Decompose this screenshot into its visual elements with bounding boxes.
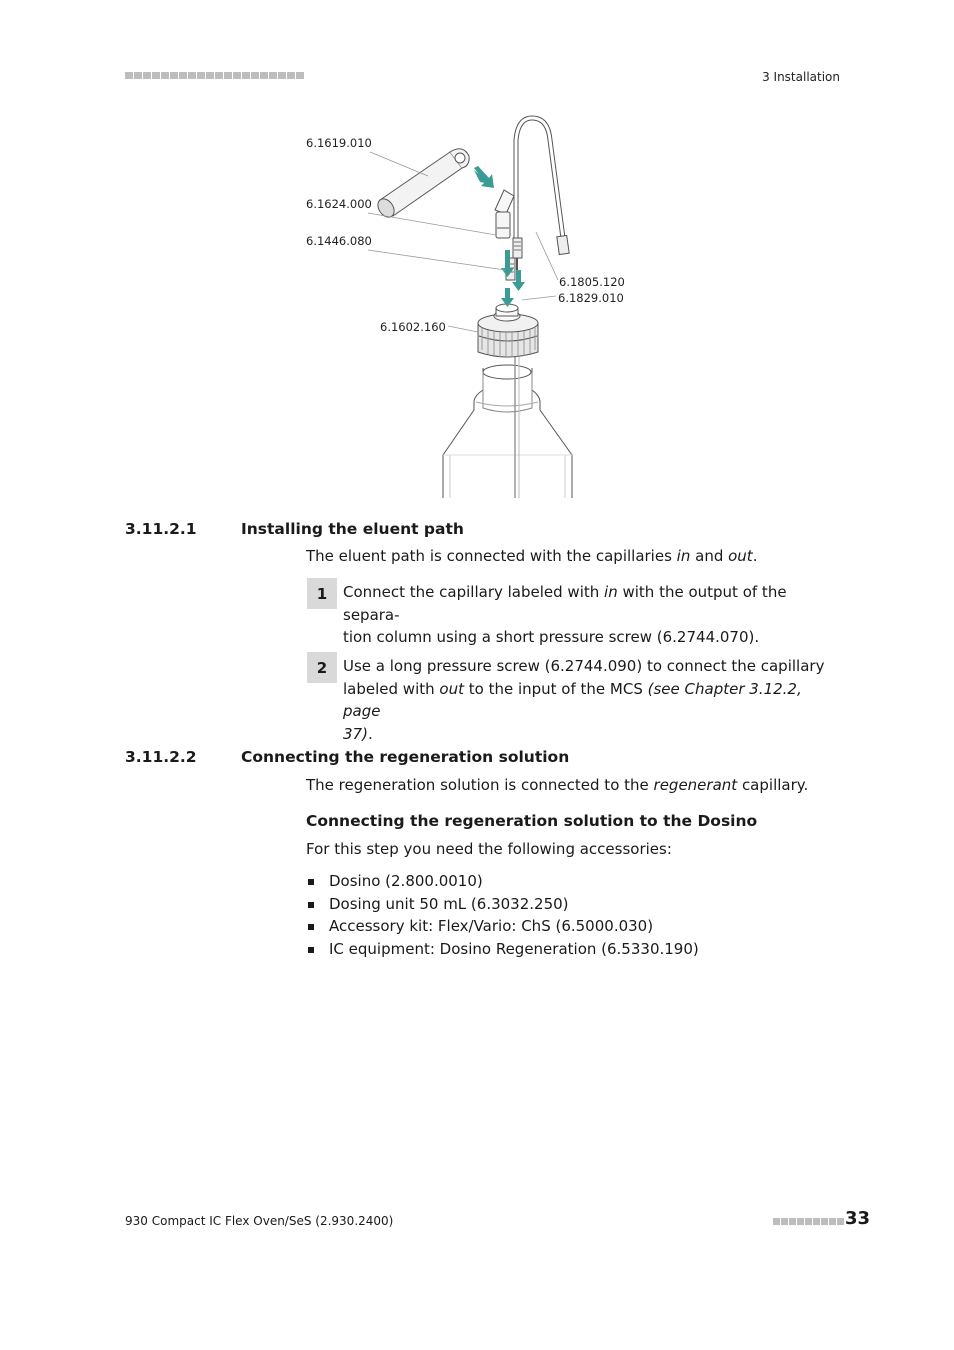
figure-label: 6.1619.010 (306, 136, 372, 150)
page-number: 33 (845, 1208, 871, 1229)
bottle-illustration (443, 365, 572, 498)
bullet-icon (308, 924, 314, 930)
figure-label: 6.1805.120 (559, 275, 625, 289)
chapter-header: 3 Installation (762, 70, 840, 84)
bottle-cap (478, 304, 538, 357)
figure-label: 6.1602.160 (380, 320, 446, 334)
figure-label: 6.1446.080 (306, 234, 372, 248)
step-number-badge: 1 (307, 578, 337, 609)
bullet-icon (308, 879, 314, 885)
connector-piece (495, 190, 514, 238)
chapter-reference-link-cont[interactable]: 37) (343, 724, 368, 743)
figure-label: 6.1829.010 (558, 291, 624, 305)
section-title: Connecting the regeneration solution (241, 748, 570, 766)
section-number: 3.11.2.1 (125, 520, 197, 538)
list-item: Accessory kit: Flex/Vario: ChS (6.5000.030) (306, 915, 699, 938)
accessories-intro: For this step you need the following accessories: (306, 840, 672, 858)
step-text: Use a long pressure screw (6.2744.090) to connect the capillary labeled with out to the input of the MCS (see Chapter 3.12.2, page 37). (343, 657, 825, 743)
list-item: Dosino (2.800.0010) (306, 870, 699, 893)
bullet-icon (308, 902, 314, 908)
list-item: IC equipment: Dosino Regeneration (6.5330.190) (306, 938, 699, 961)
section-number: 3.11.2.2 (125, 748, 197, 766)
chapter-reference-link[interactable]: (see Chapter 3.12.2, page (343, 679, 802, 720)
subheading: Connecting the regeneration solution to the Dosino (306, 812, 758, 830)
header-decoration (125, 72, 304, 79)
footer-document-title: 930 Compact IC Flex Oven/SeS (2.930.2400) (125, 1214, 394, 1228)
bullet-icon (308, 947, 314, 953)
installation-figure (300, 110, 660, 502)
list-item: Dosing unit 50 mL (6.3032.250) (306, 893, 699, 916)
section-title: Installing the eluent path (241, 520, 464, 538)
figure-label: 6.1624.000 (306, 197, 372, 211)
section-intro: The eluent path is connected with the capillaries in and out. (306, 547, 758, 565)
step-number-badge: 2 (307, 652, 337, 683)
section-intro: The regeneration solution is connected to the regenerant capillary. (306, 776, 809, 794)
step-text: Connect the capillary labeled with in with the output of the separa- tion column using a short pressure screw (6.2744.070). (343, 583, 787, 646)
footer-decoration (773, 1218, 844, 1225)
accessories-list (306, 870, 699, 960)
